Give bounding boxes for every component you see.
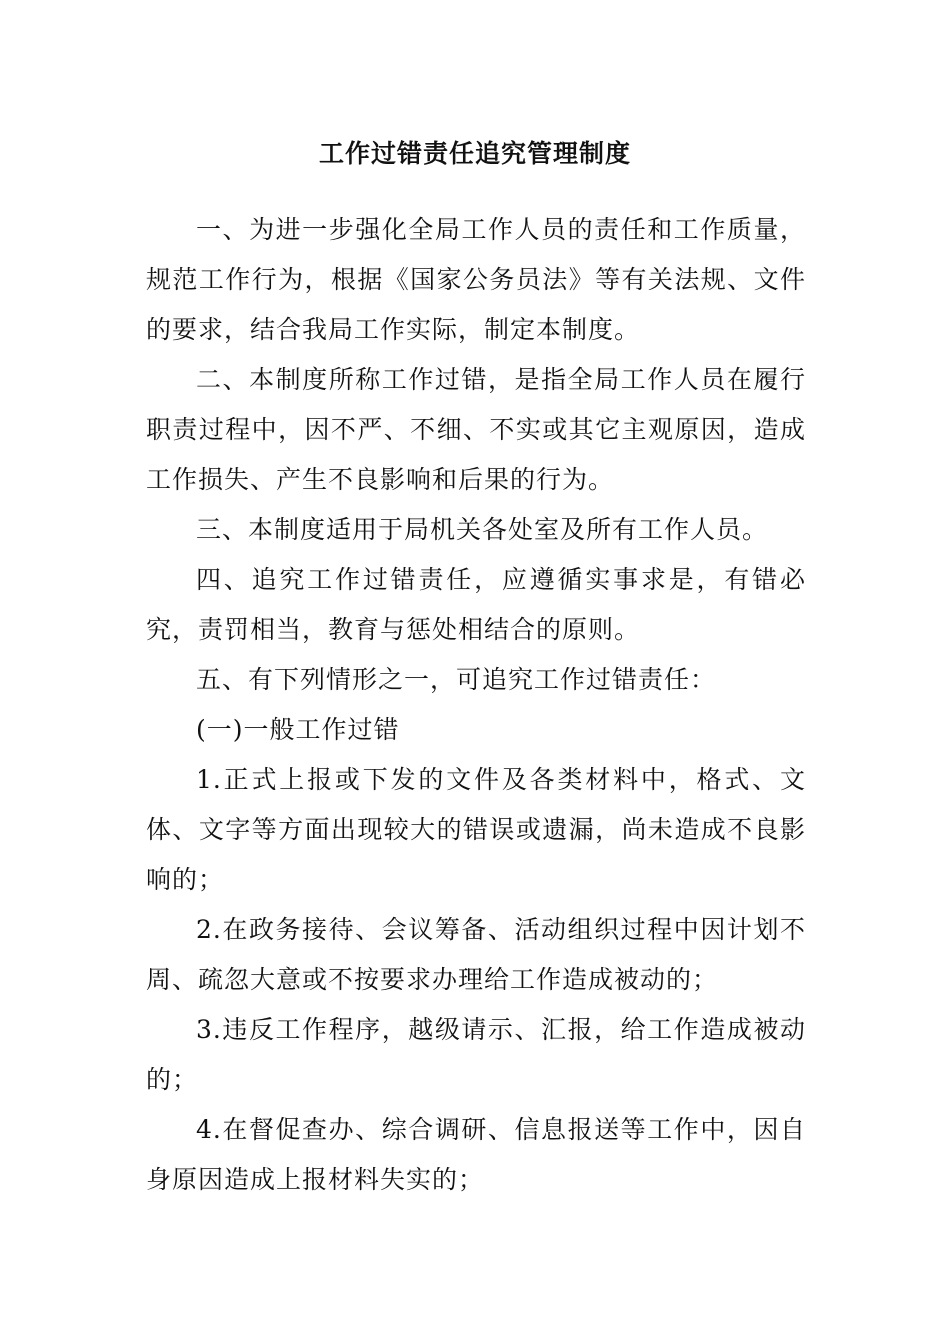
list-item-4: 4.在督促查办、综合调研、信息报送等工作中，因自身原因造成上报材料失实的； [146, 1115, 806, 1194]
list-item-2: 2.在政务接待、会议筹备、活动组织过程中因计划不周、疏忽大意或不按要求办理给工作造成被动的； [146, 915, 806, 994]
document-body [146, 205, 806, 1205]
paragraph-4: 四、追究工作过错责任，应遵循实事求是，有错必究，责罚相当，教育与惩处相结合的原则。 [146, 565, 806, 644]
paragraph-2: 二、本制度所称工作过错，是指全局工作人员在履行职责过程中，因不严、不细、不实或其它主观原因，造成工作损失、产生不良影响和后果的行为。 [146, 365, 806, 494]
list-item-1: 1.正式上报或下发的文件及各类材料中，格式、文体、文字等方面出现较大的错误或遗漏，尚未造成不良影响的； [146, 765, 806, 894]
paragraph-1: 一、为进一步强化全局工作人员的责任和工作质量，规范工作行为，根据《国家公务员法》等有关法规、文件的要求，结合我局工作实际，制定本制度。 [146, 215, 806, 344]
document-title: 工作过错责任追究管理制度 [318, 139, 631, 168]
paragraph-5: 五、有下列情形之一，可追究工作过错责任： [196, 665, 717, 694]
list-item-3: 3.违反工作程序，越级请示、汇报，给工作造成被动的； [146, 1015, 806, 1094]
section-heading-general-errors: (一)一般工作过错 [196, 715, 400, 744]
paragraph-3: 三、本制度适用于局机关各处室及所有工作人员。 [196, 515, 769, 544]
